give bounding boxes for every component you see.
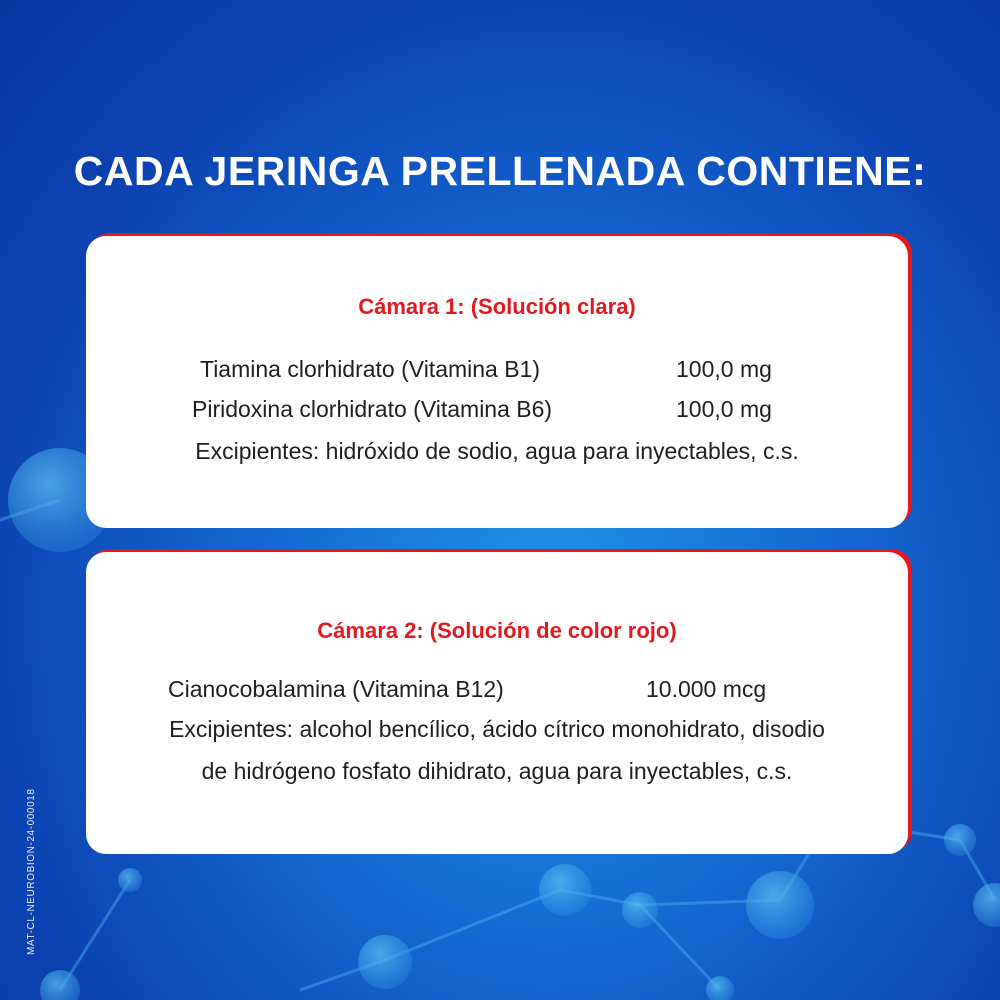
- ingredient-name: Tiamina clorhidrato (Vitamina B1): [200, 356, 541, 382]
- ingredient-name: Piridoxina clorhidrato (Vitamina B6): [192, 396, 553, 422]
- excipients-text: Excipientes: hidróxido de sodio, agua para inyectables, c.s.: [195, 438, 799, 464]
- ingredient-amount: 10.000 mcg: [646, 676, 767, 702]
- ingredient-amount: 100,0 mg: [676, 356, 772, 382]
- ingredient-amount: 100,0 mg: [676, 396, 772, 422]
- excipients-text-line-1: Excipientes: alcohol bencílico, ácido cítrico monohidrato, disodio: [169, 716, 825, 742]
- chamber-1-heading: Cámara 1: (Solución clara): [358, 294, 636, 319]
- material-code: MAT-CL-NEUROBION-24-000018: [26, 788, 37, 955]
- page-title: CADA JERINGA PRELLENADA CONTIENE:: [73, 148, 927, 194]
- chamber-1-card: [86, 236, 908, 528]
- excipients-text-line-2: de hidrógeno fosfato dihidrato, agua para inyectables, c.s.: [201, 758, 793, 784]
- chamber-2-card: [86, 552, 908, 854]
- ingredient-name: Cianocobalamina (Vitamina B12): [168, 676, 504, 702]
- chamber-2-heading: Cámara 2: (Solución de color rojo): [317, 618, 677, 643]
